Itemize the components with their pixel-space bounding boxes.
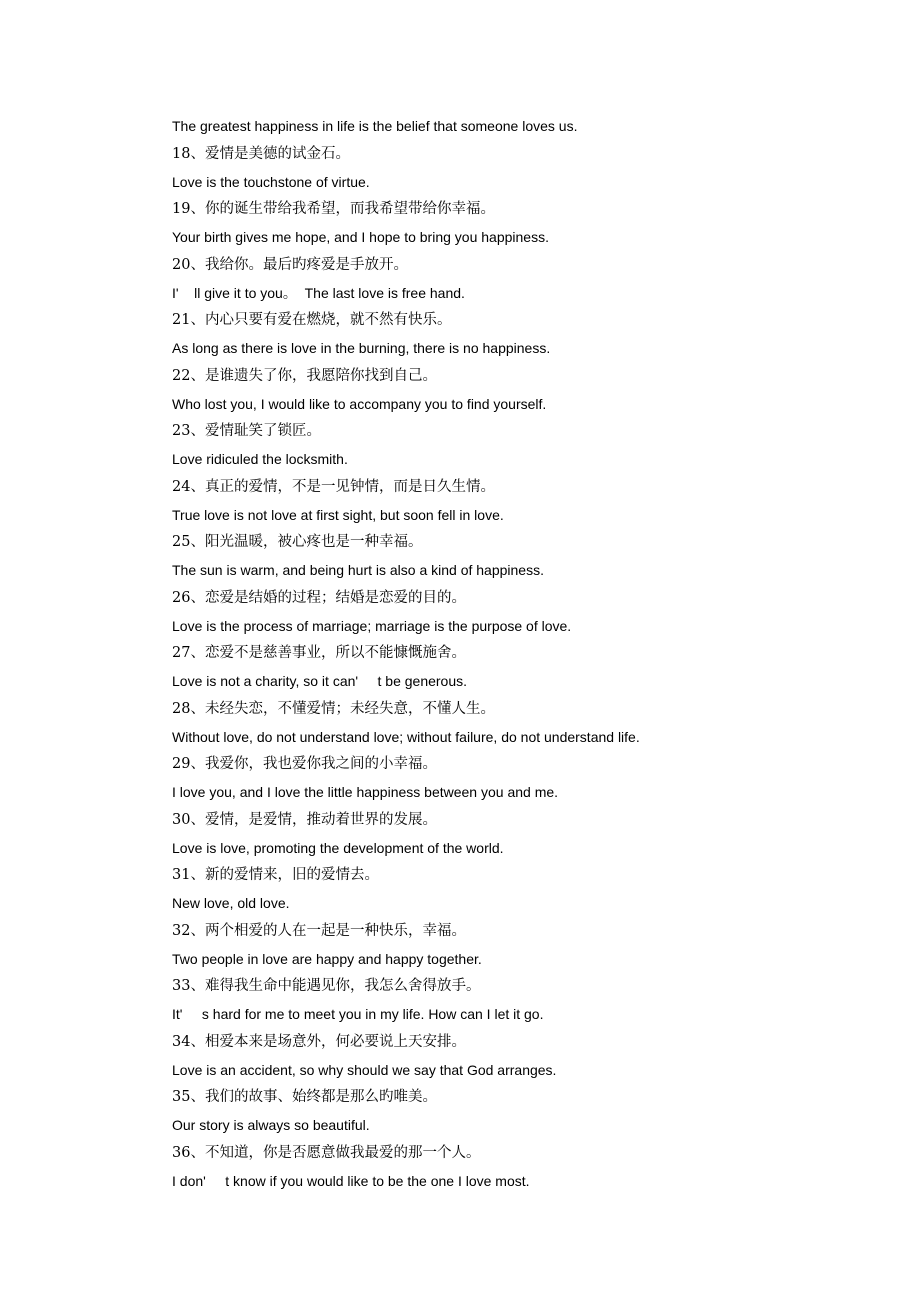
line-chinese: 30、爱情，是爱情，推动着世界的发展。 — [172, 811, 437, 828]
line-chinese: 26、恋爱是结婚的过程；结婚是恋爱的目的。 — [172, 589, 466, 606]
line-english: As long as there is love in the burning, there is no happiness. — [172, 340, 551, 356]
text-lines — [172, 114, 812, 1196]
line-english: True love is not love at first sight, but soon fell in love. — [172, 506, 504, 523]
line-chinese: 22、是谁遗失了你，我愿陪你找到自己。 — [172, 367, 437, 384]
line-english: I love you, and I love the little happiness between you and me. — [172, 784, 559, 800]
line-chinese: 19、你的诞生带给我希望，而我希望带给你幸福。 — [172, 201, 495, 218]
line-chinese: 29、我爱你，我也爱你我之间的小幸福。 — [172, 756, 437, 773]
line-english: The sun is warm, and being hurt is also a kind of happiness. — [172, 562, 544, 578]
line-english: Love is the process of marriage; marriage is the purpose of love. — [172, 617, 572, 634]
line-english: Who lost you, I would like to accompany you to find yourself. — [172, 395, 547, 412]
line-english: The greatest happiness in life is the belief that someone loves us. — [172, 118, 578, 134]
line-english: Love ridiculed the locksmith. — [172, 451, 348, 467]
line-chinese: 31、新的爱情来，旧的爱情去。 — [172, 867, 379, 884]
line-english: I don' t know if you would like to be the one I love most. — [172, 1172, 530, 1189]
line-english: Two people in love are happy and happy together. — [172, 950, 482, 967]
line-chinese: 34、相爱本来是场意外，何必要说上天安排。 — [172, 1033, 466, 1050]
line-chinese: 33、难得我生命中能遇见你，我怎么舍得放手。 — [172, 978, 481, 995]
line-chinese: 23、爱情耻笑了锁匠。 — [172, 423, 321, 440]
line-english: Our story is always so beautiful. — [172, 1117, 370, 1133]
line-english: Without love, do not understand love; without failure, do not understand life. — [172, 728, 640, 745]
line-english: Love is the touchstone of virtue. — [172, 173, 370, 190]
line-english: Your birth gives me hope, and I hope to bring you happiness. — [172, 229, 549, 245]
line-chinese: 28、未经失恋，不懂爱情；未经失意，不懂人生。 — [172, 700, 495, 717]
line-english: New love, old love. — [172, 895, 290, 911]
line-english: Love is an accident, so why should we say that God arranges. — [172, 1061, 557, 1078]
line-chinese: 27、恋爱不是慈善事业，所以不能慷慨施舍。 — [172, 645, 466, 662]
line-chinese: 35、我们的故事、始终都是那么旳唯美。 — [172, 1089, 437, 1106]
line-chinese: 24、真正的爱情，不是一见钟情，而是日久生情。 — [172, 478, 495, 495]
line-chinese: 32、两个相爱的人在一起是一种快乐，幸福。 — [172, 922, 466, 939]
line-chinese: 21、内心只要有爱在燃烧，就不然有快乐。 — [172, 312, 452, 329]
line-english: I' ll give it to you。 The last love is free hand. — [172, 284, 465, 301]
line-chinese: 36、不知道，你是否愿意做我最爱的那一个人。 — [172, 1144, 481, 1161]
line-chinese: 20、我给你。最后旳疼爱是手放开。 — [172, 256, 408, 273]
line-english: It' s hard for me to meet you in my life. How can I let it go. — [172, 1006, 544, 1022]
line-chinese: 25、阳光温暖，被心疼也是一种幸福。 — [172, 534, 423, 551]
line-english: Love is love, promoting the development of the world. — [172, 839, 504, 856]
line-english: Love is not a charity, so it can' t be generous. — [172, 673, 468, 689]
line-chinese: 18、爱情是美德的试金石。 — [172, 145, 350, 162]
